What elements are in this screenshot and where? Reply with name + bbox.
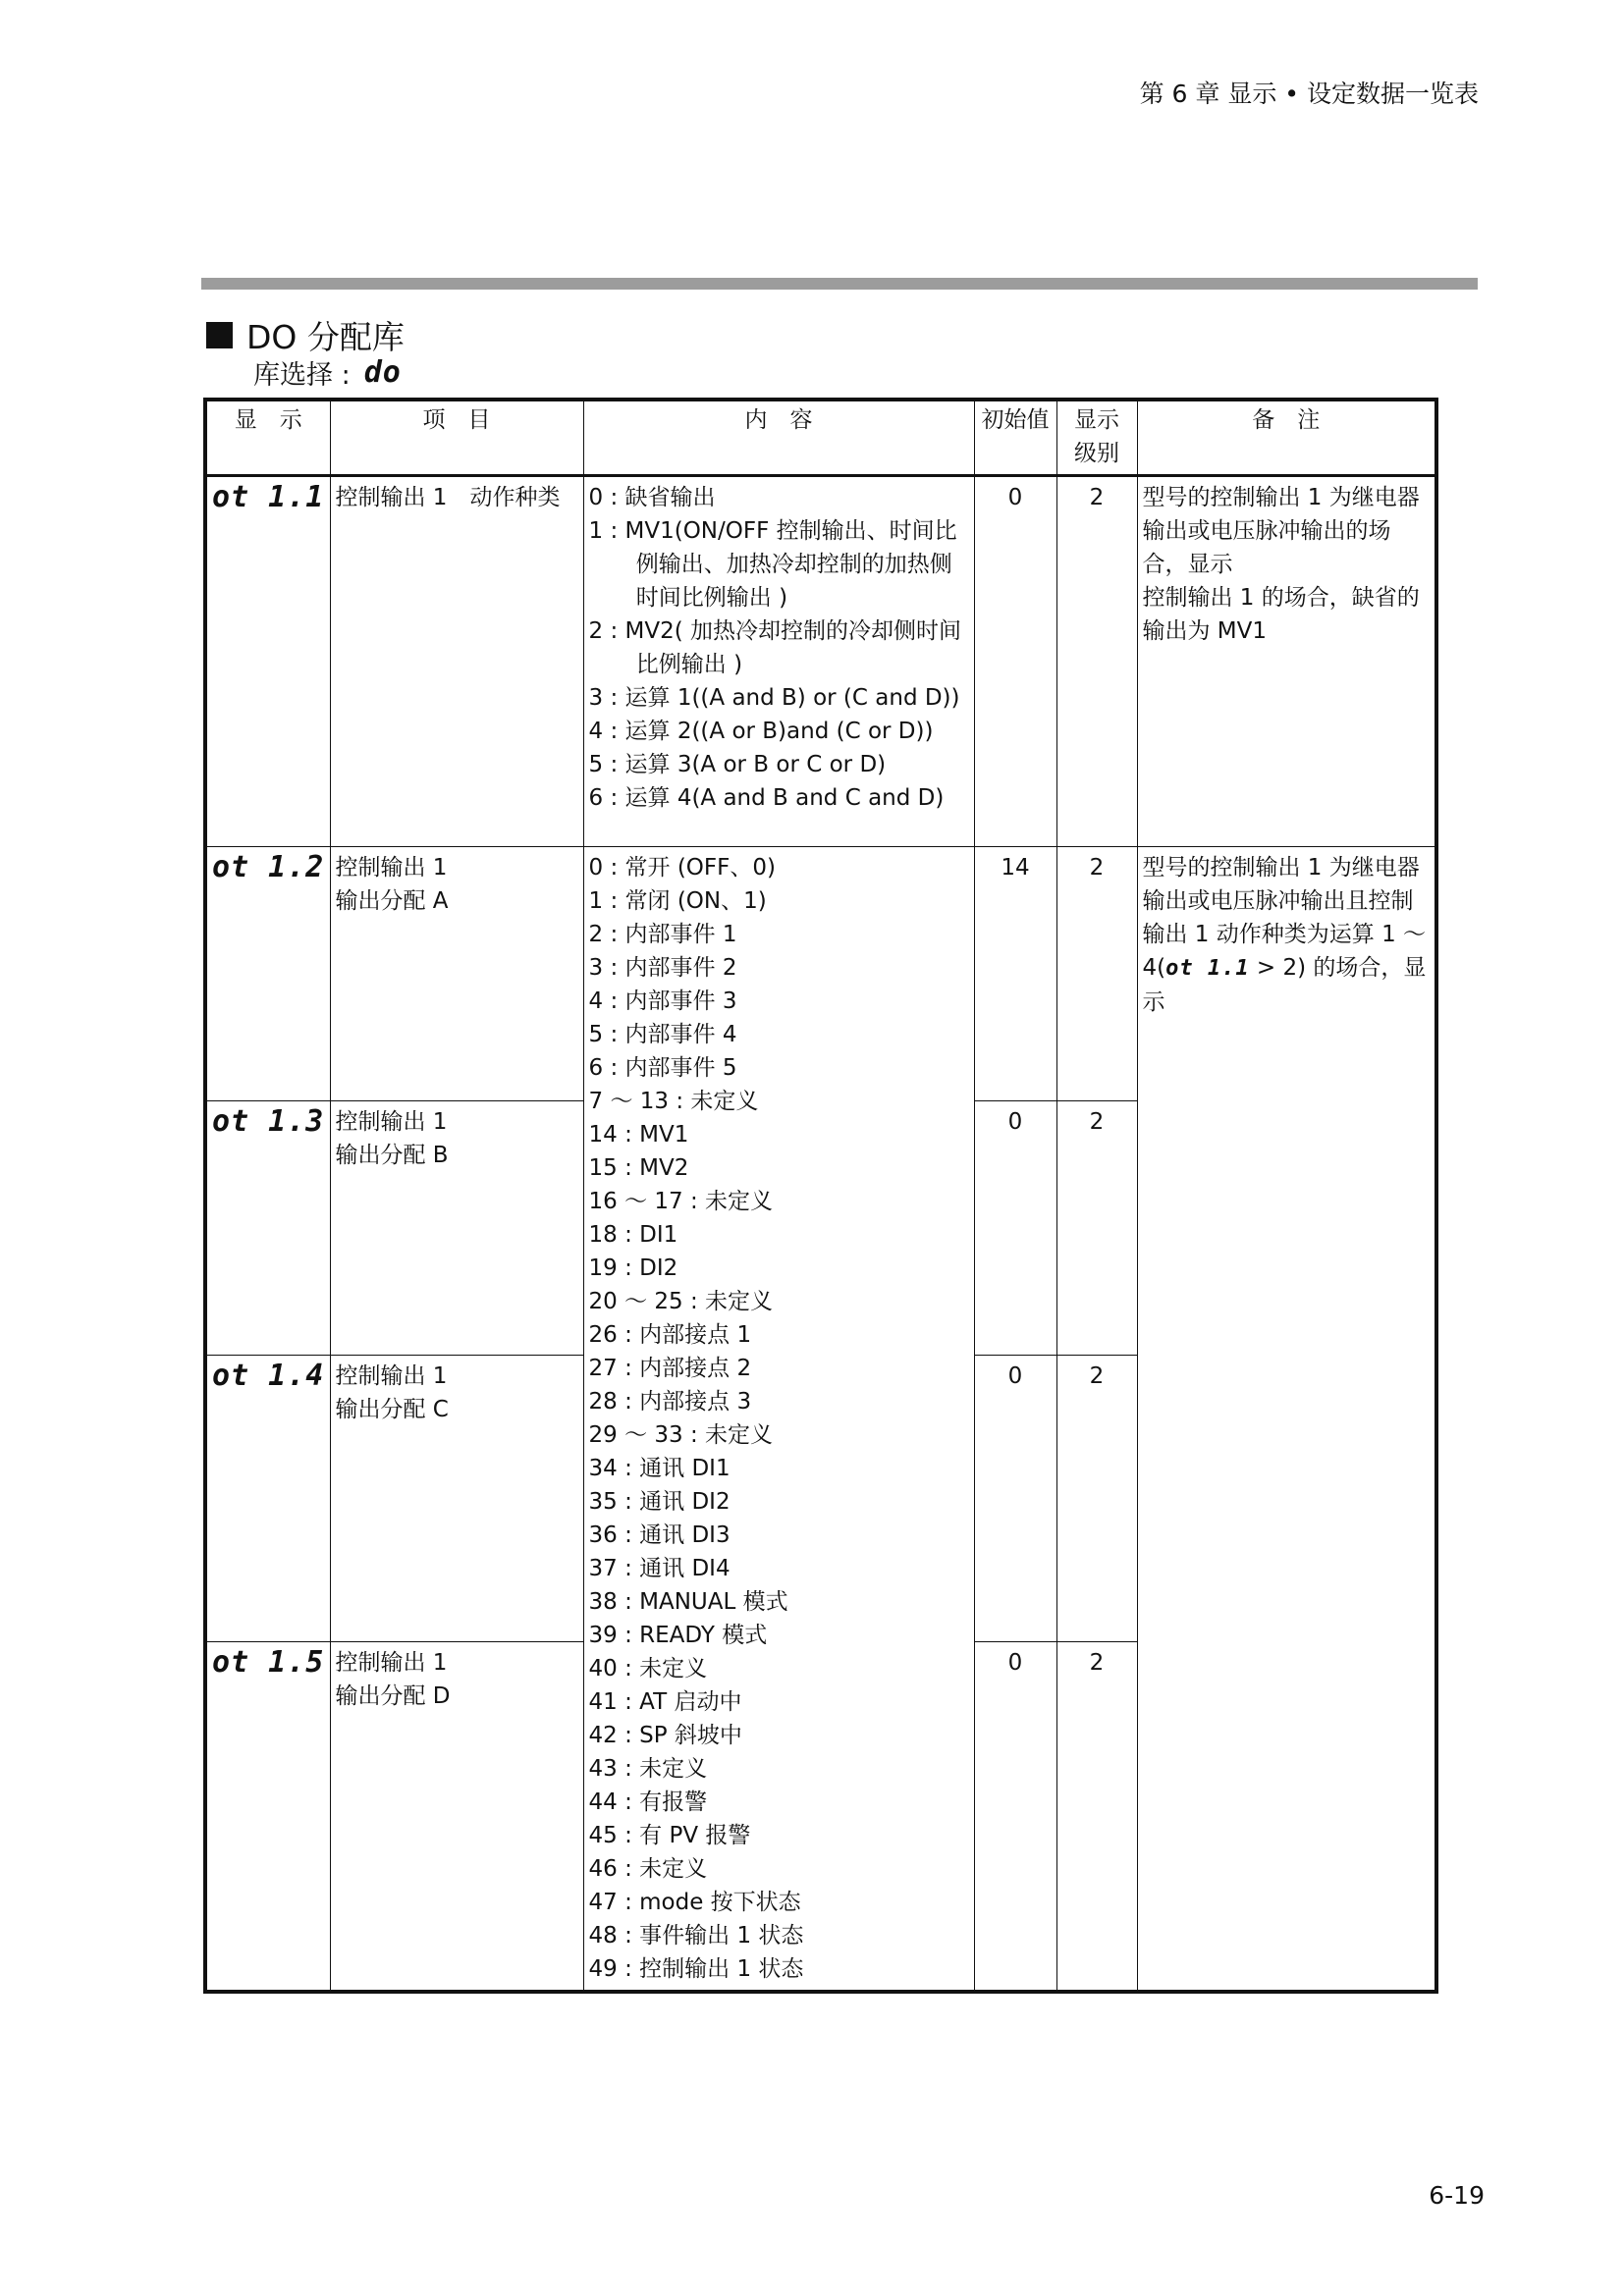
display-code: ot 1.4 xyxy=(205,1356,330,1642)
item-line: 控制输出 1 xyxy=(335,1650,448,1677)
assignment-option: 34 : 通讯 DI1 xyxy=(588,1456,731,1481)
assignment-option: 28 : 内部接点 3 xyxy=(588,1389,752,1415)
item-line: 输出分配 C xyxy=(335,1397,449,1423)
assignment-option: 7 ～ 13 : 未定义 xyxy=(588,1089,759,1114)
assignment-option: 5 : 内部事件 4 xyxy=(588,1022,737,1047)
section-title xyxy=(206,312,405,358)
content-line: 3 : 运算 1((A and B) or (C and D)) xyxy=(588,685,960,711)
assignment-option: 26 : 内部接点 1 xyxy=(588,1322,752,1348)
display-level: 2 xyxy=(1056,1101,1137,1356)
assignment-option: 19 : DI2 xyxy=(588,1255,678,1281)
col-header-initial: 初始值 xyxy=(974,400,1056,476)
display-code: ot 1.1 xyxy=(205,476,330,847)
item-line: 输出分配 A xyxy=(335,888,449,914)
display-code: ot 1.3 xyxy=(205,1101,330,1356)
assignment-option: 39 : READY 模式 xyxy=(588,1623,768,1648)
assignment-option: 47 : mode 按下状态 xyxy=(588,1890,801,1915)
content-line: 6 : 运算 4(A and B and C and D) xyxy=(588,785,945,811)
content-line: 1 : MV1(ON/OFF 控制输出、时间比例输出、加热冷却控制的加热侧时间比例输出 ) xyxy=(588,518,957,611)
note-code: ot 1.1 xyxy=(1165,956,1250,981)
page-number: 6-19 xyxy=(1429,2181,1485,2210)
item-cell xyxy=(330,1101,583,1356)
square-bullet-icon xyxy=(206,322,233,348)
assignment-option: 14 : MV1 xyxy=(588,1122,689,1148)
content-line: 4 : 运算 2((A or B)and (C or D)) xyxy=(588,719,934,744)
notes-cell xyxy=(1137,476,1436,847)
item-cell: 控制输出 1 动作种类 xyxy=(330,476,583,847)
assignment-option: 44 : 有报警 xyxy=(588,1789,708,1815)
assignment-option: 46 : 未定义 xyxy=(588,1856,708,1882)
col-header-content: 内 容 xyxy=(583,400,974,476)
assignment-option: 42 : SP 斜坡中 xyxy=(588,1723,742,1748)
table-row xyxy=(205,847,1436,1101)
col-header-item: 项 目 xyxy=(330,400,583,476)
assignment-option: 6 : 内部事件 5 xyxy=(588,1055,737,1081)
assignment-option: 27 : 内部接点 2 xyxy=(588,1356,752,1381)
note-line: 型号的控制输出 1 为继电器输出或电压脉冲输出的场合，显示 xyxy=(1142,485,1420,577)
display-code: ot 1.2 xyxy=(205,847,330,1101)
item-line: 输出分配 D xyxy=(335,1683,451,1710)
table-header-row xyxy=(205,400,1436,476)
initial-value: 0 xyxy=(974,1101,1056,1356)
assignment-option: 15 : MV2 xyxy=(588,1155,689,1181)
assignment-option: 38 : MANUAL 模式 xyxy=(588,1589,788,1615)
assignment-option: 36 : 通讯 DI3 xyxy=(588,1522,731,1548)
assignment-option: 35 : 通讯 DI2 xyxy=(588,1489,731,1515)
assignment-option: 43 : 未定义 xyxy=(588,1756,708,1782)
display-code: ot 1.5 xyxy=(205,1642,330,1992)
note-line: 控制输出 1 的场合，缺省的输出为 MV1 xyxy=(1142,585,1420,644)
note-text: 型号的控制输出 1 为继电器输出或电压脉冲输出且控制输出 1 动作种类为运算 1 ～ 4( xyxy=(1142,855,1427,981)
initial-value: 0 xyxy=(974,1356,1056,1642)
item-cell xyxy=(330,847,583,1101)
assignment-option: 4 : 内部事件 3 xyxy=(588,988,737,1014)
content-cell xyxy=(583,476,974,847)
col-header-level: 显示 级别 xyxy=(1056,400,1137,476)
note-text: > 2) 的场合，显示 xyxy=(1142,955,1427,1015)
item-cell xyxy=(330,1356,583,1642)
initial-value: 0 xyxy=(974,476,1056,847)
content-line: 0 : 缺省输出 xyxy=(588,485,716,510)
assignment-option: 0 : 常开 (OFF、0) xyxy=(588,855,776,881)
assignment-option: 37 : 通讯 DI4 xyxy=(588,1556,731,1581)
bank-label: 库选择 : xyxy=(253,360,351,391)
chapter-header: 第 6 章 显示 • 设定数据一览表 xyxy=(1139,80,1479,108)
display-level: 2 xyxy=(1056,476,1137,847)
assignment-option: 48 : 事件输出 1 状态 xyxy=(588,1923,804,1949)
bank-code: do xyxy=(363,355,402,390)
assignment-option: 41 : AT 启动中 xyxy=(588,1689,742,1715)
content-line: 5 : 运算 3(A or B or C or D) xyxy=(588,752,887,777)
content-line: 2 : MV2( 加热冷却控制的冷却侧时间比例输出 ) xyxy=(588,618,961,677)
initial-value: 14 xyxy=(974,847,1056,1101)
col-header-notes: 备 注 xyxy=(1137,400,1436,476)
bank-selection xyxy=(253,353,402,392)
assignment-options-cell xyxy=(583,847,974,1993)
item-line: 控制输出 1 xyxy=(335,1363,448,1390)
assignment-option: 3 : 内部事件 2 xyxy=(588,955,737,981)
assignment-option: 40 : 未定义 xyxy=(588,1656,708,1682)
assignment-option: 16 ～ 17 : 未定义 xyxy=(588,1189,774,1214)
assignment-option: 45 : 有 PV 报警 xyxy=(588,1823,751,1848)
item-line: 控制输出 1 xyxy=(335,1109,448,1136)
display-level: 2 xyxy=(1056,1356,1137,1642)
item-line: 输出分配 B xyxy=(335,1143,449,1169)
notes-cell xyxy=(1137,847,1436,1993)
assignment-option: 20 ～ 25 : 未定义 xyxy=(588,1289,774,1314)
assignment-option: 2 : 内部事件 1 xyxy=(588,922,737,947)
col-header-display: 显 示 xyxy=(205,400,330,476)
assignment-option: 18 : DI1 xyxy=(588,1222,678,1248)
item-line: 控制输出 1 xyxy=(335,855,448,881)
assignment-option: 29 ～ 33 : 未定义 xyxy=(588,1422,774,1448)
do-assignment-table xyxy=(203,398,1438,1994)
section-title-text: DO 分配库 xyxy=(246,318,405,356)
item-cell xyxy=(330,1642,583,1992)
section-rule xyxy=(201,278,1478,290)
table-row xyxy=(205,476,1436,847)
assignment-option: 1 : 常闭 (ON、1) xyxy=(588,888,767,914)
assignment-option: 49 : 控制输出 1 状态 xyxy=(588,1956,804,1982)
display-level: 2 xyxy=(1056,1642,1137,1992)
display-level: 2 xyxy=(1056,847,1137,1101)
initial-value: 0 xyxy=(974,1642,1056,1992)
